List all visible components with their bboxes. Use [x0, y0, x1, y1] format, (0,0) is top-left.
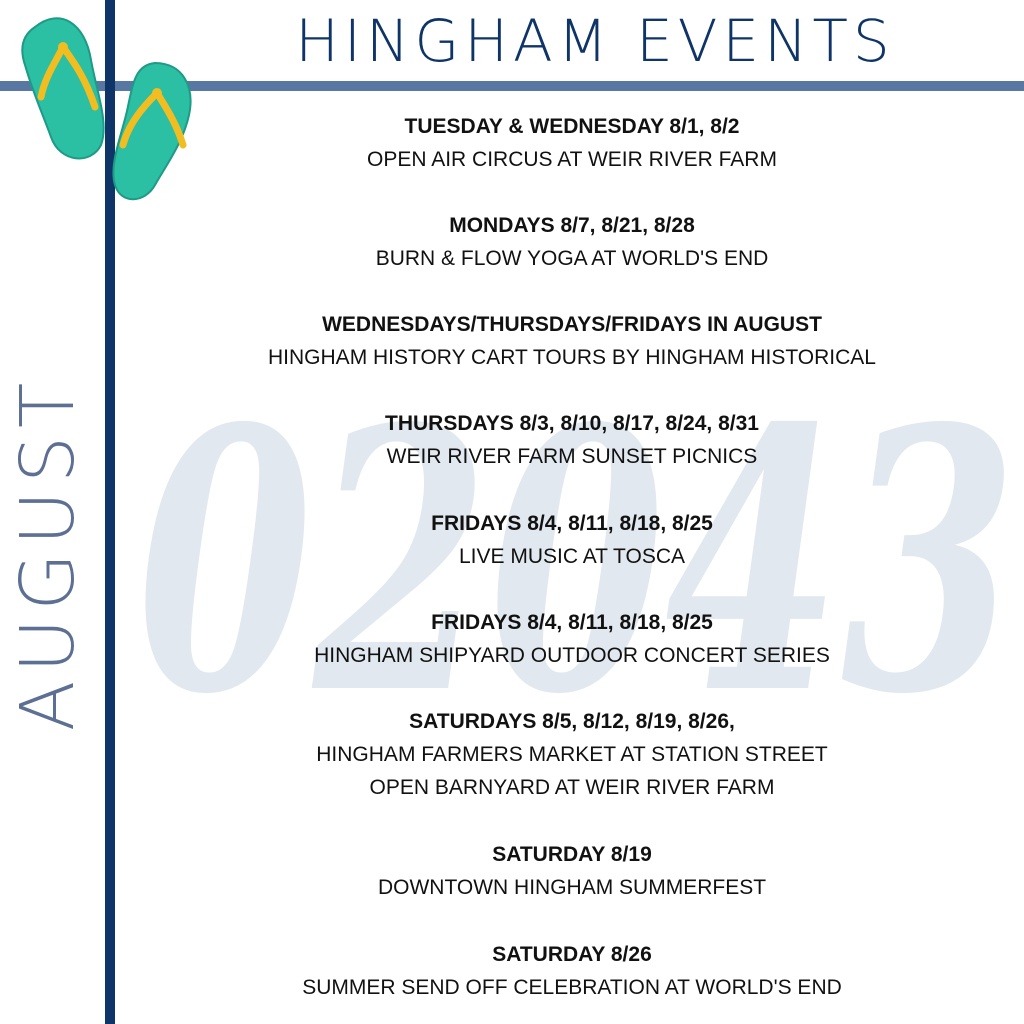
month-label: AUGUST — [5, 374, 91, 732]
event-date: FRIDAYS 8/4, 8/11, 8/18, 8/25 — [431, 512, 713, 535]
event-name: HINGHAM FARMERS MARKET AT STATION STREET — [316, 743, 828, 766]
event-item — [120, 705, 1024, 804]
event-date: WEDNESDAYS/THURSDAYS/FRIDAYS IN AUGUST — [322, 313, 822, 336]
event-item — [120, 209, 1024, 275]
watermark-text: 02043 — [137, 370, 1017, 720]
event-name: BURN & FLOW YOGA AT WORLD'S END — [375, 247, 769, 270]
event-item — [120, 938, 1024, 1004]
event-name: LIVE MUSIC AT TOSCA — [458, 545, 686, 568]
event-date: THURSDAYS 8/3, 8/10, 8/17, 8/24, 8/31 — [385, 412, 759, 435]
event-name: OPEN BARNYARD AT WEIR RIVER FARM — [369, 776, 775, 799]
event-name: HINGHAM SHIPYARD OUTDOOR CONCERT SERIES — [314, 644, 830, 667]
event-name: WEIR RIVER FARM SUNSET PICNICS — [386, 445, 758, 468]
event-item — [120, 110, 1024, 176]
event-date: SATURDAYS 8/5, 8/12, 8/19, 8/26, — [409, 710, 735, 733]
flip-flop-left-icon — [22, 18, 103, 158]
event-item — [120, 308, 1024, 374]
event-name: DOWNTOWN HINGHAM SUMMERFEST — [377, 876, 767, 899]
event-name: OPEN AIR CIRCUS AT WEIR RIVER FARM — [367, 148, 777, 171]
event-item — [120, 407, 1024, 473]
event-item — [120, 838, 1024, 904]
event-date: SATURDAY 8/26 — [492, 943, 652, 966]
event-date: FRIDAYS 8/4, 8/11, 8/18, 8/25 — [431, 611, 713, 634]
page-title: HINGHAM EVENTS — [295, 7, 895, 75]
flip-flops-decoration — [5, 5, 205, 210]
event-name: SUMMER SEND OFF CELEBRATION AT WORLD'S END — [302, 976, 842, 999]
event-date: SATURDAY 8/19 — [492, 843, 652, 866]
event-name: HINGHAM HISTORY CART TOURS BY HINGHAM HISTORICAL — [268, 346, 876, 369]
event-item — [120, 606, 1024, 672]
event-item — [120, 507, 1024, 573]
event-date: TUESDAY & WEDNESDAY 8/1, 8/2 — [404, 115, 740, 138]
event-date: MONDAYS 8/7, 8/21, 8/28 — [449, 214, 695, 237]
